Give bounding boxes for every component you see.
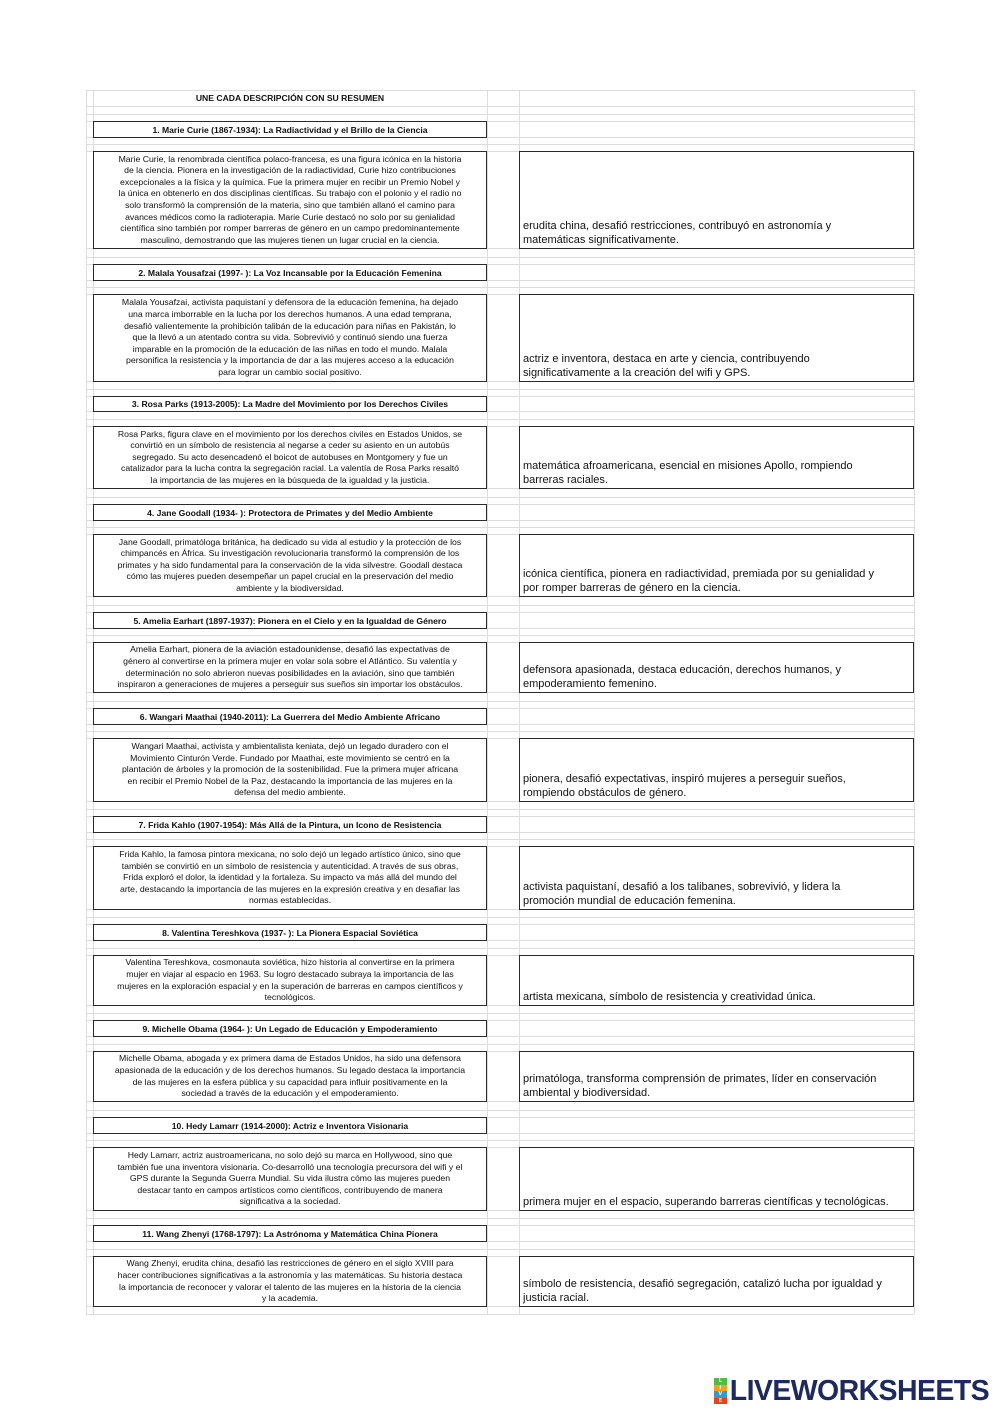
description-line: la importancia de las mujeres en la búsqueda de la igualdad y la justicia. [150,474,430,485]
grid-line-horizontal [86,635,914,636]
grid-line-vertical [519,90,520,1314]
description-line: significativa a la sociedad. [239,1196,341,1207]
description-line: cómo las mujeres pueden desempeñar un papel crucial en la preservación del medio [126,571,454,582]
description-line: ambiente y la biodiversidad. [236,582,344,593]
description-line: Frida Kahlo, la famosa pintora mexicana, no solo dejó un legado artístico único, sino que [119,849,461,860]
summary-line: actriz e inventora, destaca en arte y ciencia, contribuyendo [523,353,810,365]
grid-line-horizontal [86,1249,914,1250]
section-title-3: 3. Rosa Parks (1913-2005): La Madre del Movimiento por los Derechos Civiles [93,396,487,412]
grid-line-horizontal [86,389,914,390]
grid-line-horizontal [86,701,914,702]
description-line: catalizador para la lucha contra la segregación racial. La valentía de Rosa Parks resaltó [120,463,460,474]
description-line: Movimiento Cinturón Verde. Fundado por Maathai, este movimiento se centró en la [130,752,450,763]
summary-line: icónica científica, pionera en radiactividad, premiada por su genialidad y [523,568,874,580]
summary-box-6[interactable] [519,738,914,802]
description-line: la importancia de reconocer y valorar el talento de las mujeres en la historia de la ciencia [119,1281,461,1292]
grid-line-horizontal [86,605,914,606]
description-line: de las mujeres en la esfera pública y su capacidad para influir positivamente en la [132,1076,448,1087]
description-line: solo transformó la comprensión de la materia, sino que también allanó el camino para [125,200,455,210]
description-line: que la llevó a un atentado contra su vida. Sobrevivió y continuó siendo una fuerza [132,332,448,343]
description-line: Wangari Maathai, activista y ambientalista keniata, dejó un legado duradero con el [131,741,449,752]
description-line: Marie Curie, la renombrada científica polaco-francesa, es una figura icónica en la historia [118,153,462,164]
logo-tile-v: V [714,1391,727,1398]
description-line: mujeres en la exploración espacial y en la superación de barreras en campos científicos y [117,980,463,991]
grid-line-horizontal [86,1314,914,1315]
summary-line: ambiental y biodiversidad. [523,1087,651,1099]
description-line: sociedad a través de la educación y el empoderamiento. [181,1088,399,1099]
description-line: imparable en la promoción de la educación de las niñas en todo el mundo. Malala [132,343,448,354]
section-title-5: 5. Amelia Earhart (1897-1937): Pionera en el Cielo y en la Igualdad de Género [93,612,487,629]
description-box-5[interactable] [93,642,487,693]
description-line: Amelia Earhart, pionera de la aviación estadounidense, desafió las expectativas de [130,644,450,655]
description-line: para lograr un cambio social positivo. [218,366,362,377]
summary-box-11[interactable] [519,1256,914,1307]
grid-line-horizontal [86,90,914,91]
description-line: en recibir el Premio Nobel de la Paz, destacando la importancia de las mujeres en la [127,775,453,786]
description-line: avances médicos como la radioterapia. Marie Curie destacó no solo por su genialidad [125,211,455,222]
logo-tiles [714,1378,727,1404]
summary-box-10[interactable] [519,1147,914,1211]
description-line: normas establecidas. [248,895,332,906]
grid-line-vertical [487,90,488,1314]
summary-line: justicia racial. [523,1292,590,1304]
section-title-6: 6. Wangari Maathai (1940-2011): La Guerrera del Medio Ambiente Africano [93,708,487,725]
description-box-1[interactable] [93,151,487,249]
description-line: tecnológicos. [264,992,316,1003]
summary-line: primatóloga, transforma comprensión de primates, líder en conservación [523,1073,877,1085]
grid-line-horizontal [86,1218,914,1219]
description-line: desafió valientemente la prohibición talibán de la educación para niñas en Pakistán, lo [124,320,456,331]
description-line: plantación de árboles y la promoción de la sostenibilidad. Fue la primera mujer africana [121,764,459,775]
grid-line-horizontal [86,144,914,145]
section-title-1: 1. Marie Curie (1867-1934): La Radiactividad y el Brillo de la Ciencia [93,121,487,138]
description-line: Michelle Obama, abogada y ex primera dama de Estados Unidos, ha sido una defensora [119,1053,461,1064]
grid-line-horizontal [86,1013,914,1014]
grid-line-vertical [86,90,87,1314]
description-line: chimpancés en África. Su investigación revolucionaria transformó la comprensión de los [120,548,460,559]
description-line: Jane Goodall, primatóloga británica, ha dedicado su vida al estudio y la protección de los [118,536,462,547]
description-box-11[interactable] [93,1256,487,1307]
grid-line-horizontal [86,917,914,918]
summary-box-8[interactable] [519,955,914,1006]
logo-tile-l: L [714,1378,727,1385]
description-line: defensa del medio ambiente. [234,787,346,798]
summary-line: empoderamiento femenino. [523,678,657,690]
description-line: Frida exploró el dolor, la identidad y la fortaleza. Su impacto va más allá del mundo del [123,872,457,883]
grid-line-horizontal [86,1044,914,1045]
grid-line-horizontal [86,948,914,949]
section-title-10: 10. Hedy Lamarr (1914-2000): Actriz e Inventora Visionaria [93,1117,487,1134]
description-line: también se convirtió en un símbolo de resistencia y autenticidad. A través de sus obras, [121,860,459,871]
description-line: inspiraron a generaciones de mujeres a perseguir sus sueños sin importar los obstáculos. [117,679,463,690]
section-title-2: 2. Malala Yousafzai (1997- ): La Voz Incansable por la Educación Femenina [93,264,487,281]
grid-line-horizontal [86,114,914,115]
summary-box-4[interactable] [519,534,914,597]
description-line: GPS durante la Segunda Guerra Mundial. Su vida ilustra cómo las mujeres pueden [129,1173,451,1184]
description-line: mujer en viajar al espacio en 1963. Su logro destacado subraya la importancia de las [126,968,454,979]
description-line: arte, destacando la importancia de las mujeres en la expresión creativa y en desafiar las [120,883,460,894]
description-line: segregado. Su acto desencadenó el boicot de autobuses en Montgomery y fue un [132,451,448,462]
summary-box-1[interactable] [519,151,914,249]
grid-line-horizontal [86,809,914,810]
description-box-3[interactable] [93,426,487,489]
description-box-8[interactable] [93,955,487,1006]
grid-line-horizontal [86,1110,914,1111]
grid-line-horizontal [86,731,914,732]
worksheet-instruction: UNE CADA DESCRIPCIÓN CON SU RESUMEN [195,93,385,103]
description-line: excepcionales a la física y la química. Fue la primera mujer en recibir un Premio Nobel y [120,176,460,187]
description-line: convirtió en un símbolo de resistencia al negarse a ceder su asiento en un autobús [130,440,450,451]
description-line: la única en obtenerlo en dos disciplinas científicas. Su trabajo con el polonio y el radio no [118,188,462,199]
description-box-9[interactable] [93,1051,487,1102]
summary-line: promoción mundial de educación femenina. [523,895,736,907]
grid-line-vertical [914,90,915,1314]
description-line: Rosa Parks, figura clave en el movimiento por los derechos civiles en Estados Unidos, se [117,428,463,439]
logo-tile-i: I [714,1385,727,1392]
section-title-11: 11. Wang Zhenyi (1768-1797): La Astrónoma y Matemática China Pionera [93,1225,487,1242]
section-title-9: 9. Michelle Obama (1964- ): Un Legado de Educación y Empoderamiento [93,1020,487,1037]
summary-box-2[interactable] [519,294,914,382]
description-box-7[interactable] [93,846,487,910]
summary-line: pionera, desafió expectativas, inspiró mujeres a perseguir sueños, [523,773,846,785]
description-line: también fue una inventora visionaria. Co-desarrolló una tecnología precursora del wifi y el [117,1161,463,1172]
section-title-4: 4. Jane Goodall (1934- ): Protectora de Primates y del Medio Ambiente [93,504,487,521]
grid-line-horizontal [86,257,914,258]
summary-box-5[interactable] [519,642,914,693]
summary-line: defensora apasionada, destaca educación, derechos humanos, y [523,664,841,676]
summary-line: por romper barreras de género en la ciencia. [523,582,741,594]
summary-line: primera mujer en el espacio, superando barreras científicas y tecnológicas. [523,1196,889,1208]
grid-line-horizontal [86,419,914,420]
logo-tile-e: E [714,1398,727,1405]
description-line: masculino, demostrando que las mujeres tienen un lugar crucial en la ciencia. [140,234,440,245]
description-line: primates y ha sido fundamental para la conservación de la vida silvestre. Goodall destaca [117,559,463,570]
description-line: determinación no solo abrieron nuevas posibilidades en la aviación, sino que también [125,667,455,678]
summary-line: matemáticas significativamente. [523,234,679,246]
description-line: una marca imborrable en la lucha por los derechos humanos. A una edad temprana, [128,309,452,320]
description-line: Malala Yousafzai, activista paquistaní y defensora de la educación femenina, ha dejado [121,297,459,308]
grid-line-horizontal [86,497,914,498]
summary-box-9[interactable] [519,1051,914,1102]
description-line: Valentina Tereshkova, cosmonauta soviética, hizo historia al convertirse en la primera [125,957,455,968]
description-line: hacer contribuciones significativas a la astronomía y las matemáticas. Su historia destaca [117,1269,463,1280]
description-line: apasionada de la educación y de los derechos humanos. Su legado destaca la importancia [114,1064,466,1075]
section-title-7: 7. Frida Kahlo (1907-1954): Más Allá de la Pintura, un Icono de Resistencia [93,816,487,833]
grid-line-horizontal [86,106,914,107]
summary-line: matemática afroamericana, esencial en misiones Apollo, rompiendo [523,460,853,472]
logo-wordmark: LIVEWORKSHEETS [729,1375,989,1407]
summary-box-7[interactable] [519,846,914,910]
summary-line: barreras raciales. [523,474,608,486]
grid-line-horizontal [86,1140,914,1141]
description-line: de la ciencia. Pionera en la investigación de la radiactividad, Curie hizo contribuciones [124,165,456,176]
summary-line: activista paquistaní, desafió a los talibanes, sobrevivió, y lidera la [523,881,841,893]
description-box-4[interactable] [93,534,487,597]
description-line: Hedy Lamarr, actriz austroamericana, no solo dejó su marca en Hollywood, sino que [127,1150,453,1161]
grid-line-horizontal [86,527,914,528]
summary-line: rompiendo obstáculos de género. [523,787,687,799]
description-line: destacar tanto en campos artísticos como científicos, contribuyendo de manera [137,1184,443,1195]
description-box-2[interactable] [93,294,487,382]
description-line: y la academia. [261,1293,318,1304]
summary-line: erudita china, desafió restricciones, contribuyó en astronomía y [523,220,832,232]
description-line: científica sino también por romper barreras de género en un campo predominantemente [120,223,460,234]
grid-line-horizontal [86,287,914,288]
summary-line: artista mexicana, símbolo de resistencia y creatividad única. [523,991,816,1003]
description-box-6[interactable] [93,738,487,802]
description-line: personifica la resistencia y la importancia de dar a las mujeres acceso a la educación [126,355,454,366]
liveworksheets-logo [714,1375,989,1407]
section-title-8: 8. Valentina Tereshkova (1937- ): La Pionera Espacial Soviética [93,924,487,941]
summary-line: símbolo de resistencia, desafió segregación, catalizó lucha por igualdad y [523,1278,882,1290]
description-box-10[interactable] [93,1147,487,1211]
description-line: Wang Zhenyi, erudita china, desafió las restricciones de género en el siglo XVIII para [126,1258,454,1269]
summary-line: significativamente a la creación del wifi y GPS. [523,367,751,379]
grid-line-horizontal [86,839,914,840]
description-line: género al convertirse en la primera mujer en volar sola sobre el Atlántico. Su valentía y [123,655,457,666]
summary-box-3[interactable] [519,426,914,489]
